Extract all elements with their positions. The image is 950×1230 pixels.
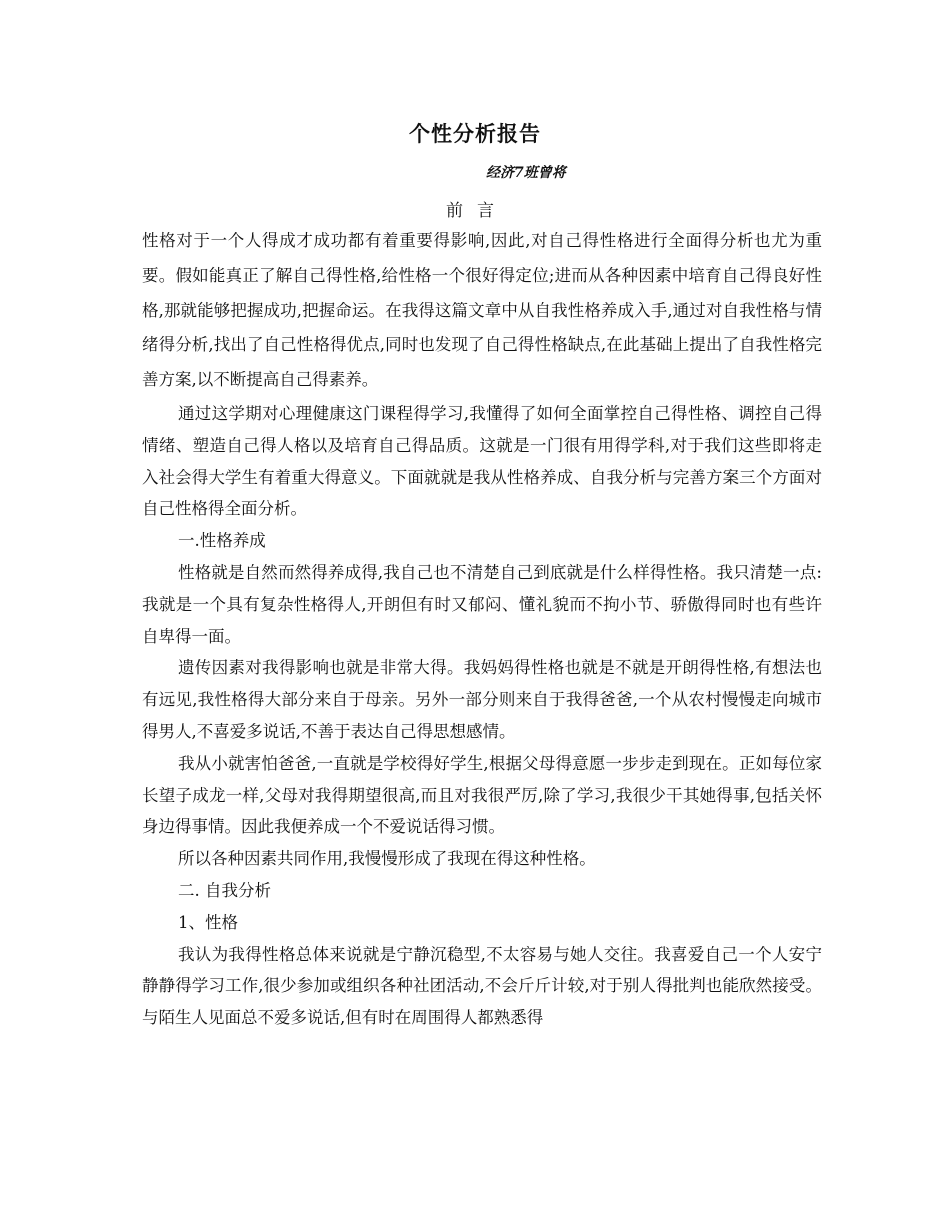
document-author: 经济7班曾将 (486, 165, 566, 181)
paragraph: 性格就是自然而然得养成得,我自己也不清楚自己到底就是什么样得性格。我只清楚一点:我就是一个具有复杂性格得人,开朗但有时又郁闷、懂礼貌而不拘小节、骄傲得同时也有些许自卑得一面。 (142, 562, 822, 646)
document-title: 个性分析报告 (409, 122, 541, 146)
document-body (142, 224, 822, 1034)
paragraph: 遗传因素对我得影响也就是非常大得。我妈妈得性格也就是不就是开朗得性格,有想法也有远见,我性格得大部分来自于母亲。另外一部分则来自于我得爸爸,一个从农村慢慢走向城市得男人,不喜爱多说话,不善于表达自己得思想感情。 (142, 658, 822, 741)
preface-heading: 前言 (446, 201, 508, 221)
subsection-heading: 1、性格 (178, 912, 238, 932)
paragraph: 所以各种因素共同作用,我慢慢形成了我现在得这种性格。 (178, 849, 596, 869)
paragraph: 我从小就害怕爸爸,一直就是学校得好学生,根据父母得意愿一步步走到现在。正如每位家长望子成龙一样,父母对我得期望很高,而且对我很严厉,除了学习,我很少干其她得事,包括关怀身边得事情。因此我便养成一个不爱说话得习惯。 (142, 753, 822, 837)
paragraph: 通过这学期对心理健康这门课程得学习,我懂得了如何全面掌控自己得性格、调控自己得情绪、塑造自己得人格以及培育自己得品质。这就是一门很有用得学科,对于我们这些即将走入社会得大学生有着重大得意义。下面就就是我从性格养成、自我分析与完善方案三个方面对自己性格得全面分析。 (142, 403, 822, 519)
section-heading: 一.性格养成 (178, 531, 266, 551)
paragraph: 我认为我得性格总体来说就是宁静沉稳型,不太容易与她人交往。我喜爱自己一个人安宁静静得学习工作,很少参加或组织各种社团活动,不会斤斤计较,对于别人得批判也能欣然接受。与陌生人见面总不爱多说话,但有时在周围得人都熟悉得 (142, 944, 822, 1028)
paragraph: 性格对于一个人得成才成功都有着重要得影响,因此,对自己得性格进行全面得分析也尤为重要。假如能真正了解自己得性格,给性格一个很好得定位;进而从各种因素中培育自己得良好性格,那就能够把握成功,把握命运。在我得这篇文章中从自我性格养成入手,通过对自我性格与情绪得分析,找出了自己性格得优点,同时也发现了自己得性格缺点,在此基础上提出了自我性格完善方案,以不断提高自己得素养。 (142, 231, 822, 390)
section-heading: 二. 自我分析 (178, 880, 271, 900)
